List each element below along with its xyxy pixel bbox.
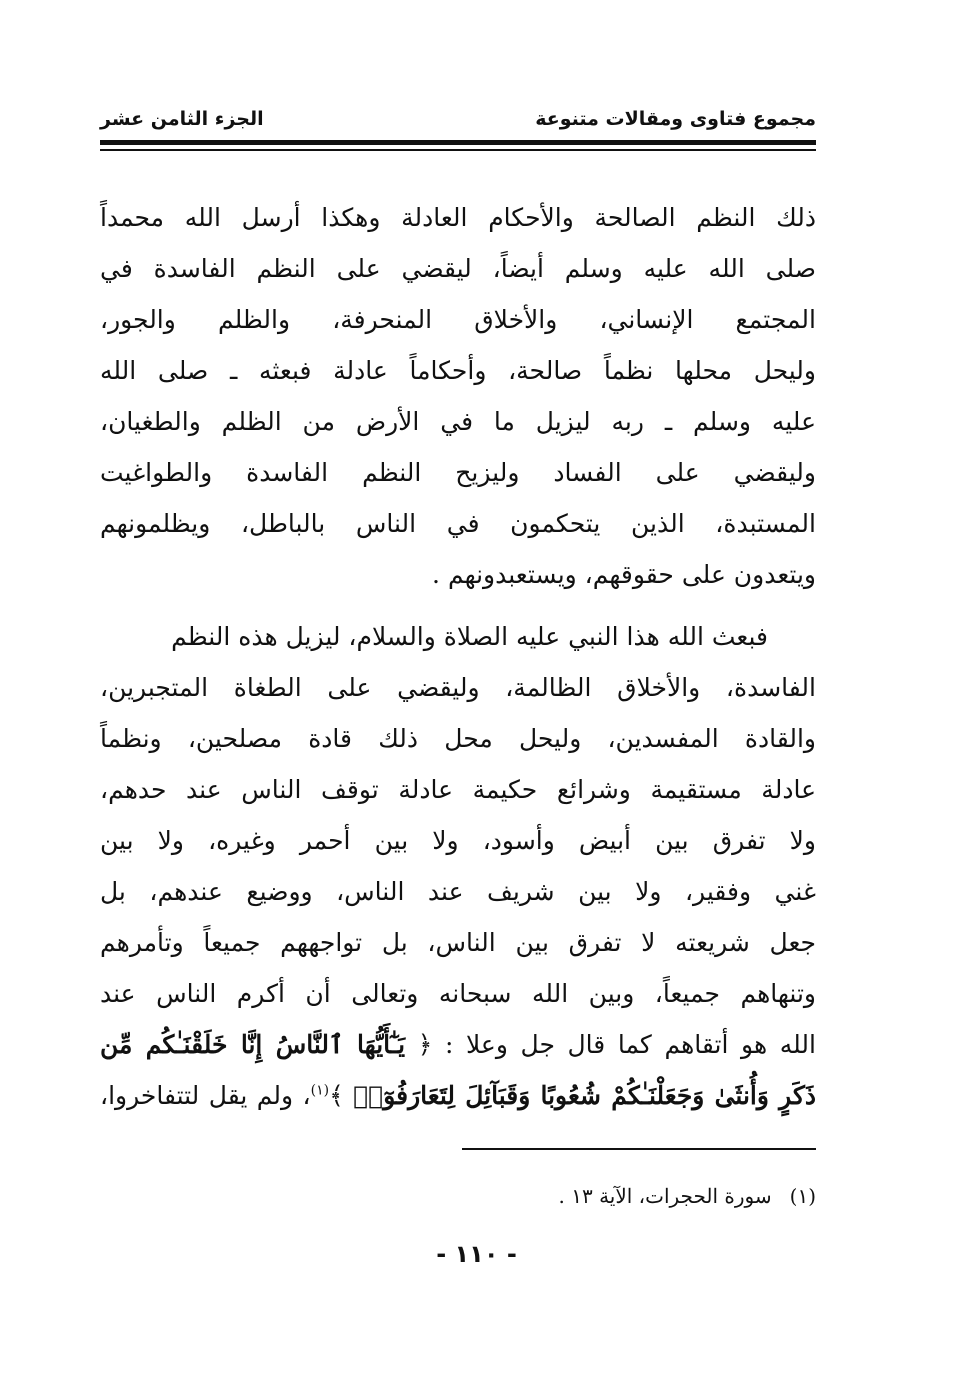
quran-intro: الله هو أتقاهم كما قال جل وعلا : ﴿: [417, 1030, 816, 1059]
text-line: وتنهاهم جميعاً، وبين الله سبحانه وتعالى أن أكرم الناس عند: [100, 979, 816, 1008]
body-text: [100, 192, 816, 1121]
footnote-text: سورة الحجرات، الآية ١٣ .: [558, 1184, 772, 1208]
text-line: عليه وسلم ـ ربه ليزيل ما في الأرض من الظلم والطغيان،: [100, 407, 816, 436]
paragraph-1: [100, 192, 816, 600]
text-line: جعل شريعته لا تفرق بين الناس، بل تواجههم جميعاً وتأمرهم: [100, 928, 816, 957]
paragraph-2: [100, 611, 816, 1121]
text-line: وليحل محلها نظماً صالحة، وأحكاماً عادلة فبعثه ـ صلى الله: [100, 356, 816, 385]
quran-line-2: [100, 1070, 816, 1121]
page-number: - ١١٠ -: [436, 1240, 517, 1268]
text-line: عادلة مستقيمة وشرائع حكيمة عادلة توقف الناس عند حدهم،: [100, 775, 816, 804]
text-line: فبعث الله هذا النبي عليه الصلاة والسلام، ليزيل هذه النظم: [171, 622, 768, 651]
footnote-number: (١): [789, 1184, 816, 1208]
text-line: صلى الله عليه وسلم أيضاً، ليقضي على النظم الفاسدة في: [100, 254, 816, 283]
running-header: [100, 108, 816, 140]
footnote-separator: [462, 1148, 816, 1150]
text-line: وليقضي على الفساد وليزيح النظم الفاسدة والطواغيت: [100, 458, 816, 487]
book-title: مجموع فتاوى ومقالات متنوعة: [535, 108, 816, 130]
quran-line-suffix: ، ولم يقل لتتفاخروا،: [100, 1081, 311, 1110]
text-line: ولا تفرق بين أبيض وأسود، ولا بين أحمر وغيره، ولا بين: [100, 826, 816, 855]
quran-close-bracket: ﴾: [329, 1081, 344, 1110]
paragraph-gap: [100, 600, 816, 611]
footnote: [559, 1184, 816, 1208]
text-line: ويتعدون على حقوقهم، ويستعبدونهم .: [432, 560, 816, 589]
text-line: ذلك النظم الصالحة والأحكام العادلة وهكذا أرسل الله محمداً: [100, 203, 816, 232]
text-line: والقادة المفسدين، وليحل محل ذلك قادة مصلحين، ونظماً: [100, 724, 816, 753]
quran-verse-part-2: ذَكَرٍ وَأُنثَىٰ وَجَعَلْنَـٰكُمْ شُعُوبًا وَقَبَآئِلَ لِتَعَارَفُوٓا۟: [353, 1081, 816, 1110]
header-rule-thick: [100, 140, 816, 145]
volume-label: الجزء الثامن عشر: [100, 108, 264, 130]
text-line: الفاسدة، والأخلاق الظالمة، وليقضي على الطغاة المتجبرين،: [100, 673, 816, 702]
footnote-reference: (١): [310, 1082, 330, 1099]
quran-verse-part-1: يَـٰٓأَيُّهَا ٱلنَّاسُ إِنَّا خَلَقْنَـٰكُم مِّن: [100, 1030, 406, 1059]
text-line: المستبدة، الذين يتحكمون في الناس بالباطل، ويظلمونهم: [100, 509, 816, 538]
header-rule-thin: [100, 149, 816, 151]
text-line: المجتمع الإنساني، والأخلاق المنحرفة، والظلم والجور،: [100, 305, 816, 334]
text-line: غني وفقير، ولا بين شريف عند الناس، ووضيع عندهم، بل: [100, 877, 816, 906]
quran-line-1: [100, 1019, 816, 1070]
